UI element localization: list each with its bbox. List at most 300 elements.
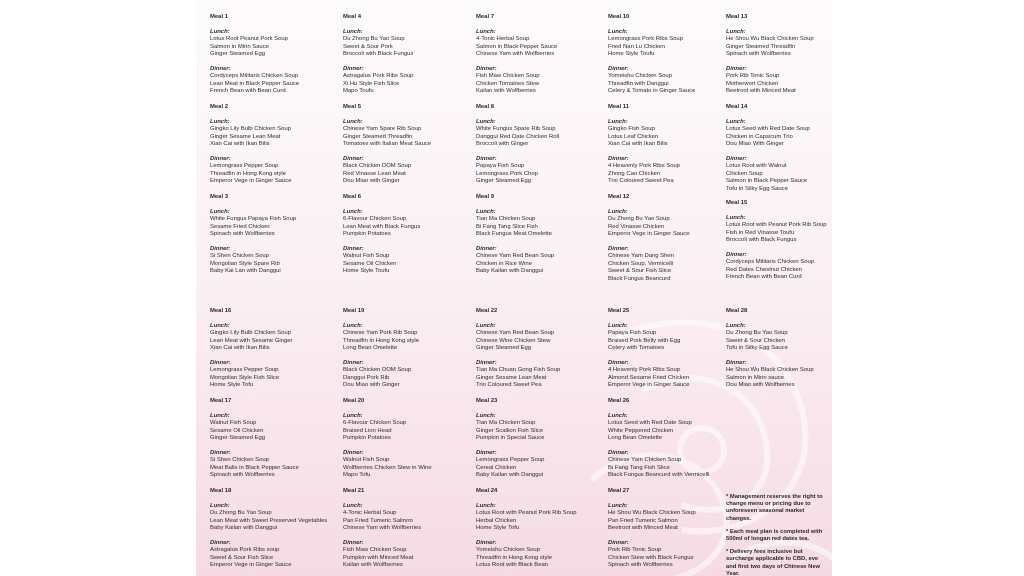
dish-item: Fish in Red Vinasse Toufu [726,229,795,236]
dinner-label: Dinner: [476,449,497,456]
meal-block [476,308,560,390]
dinner-label: Dinner: [210,155,231,162]
dish-item: Lotus Root Peanut Pork Soup [210,36,288,42]
meal-block [210,398,299,480]
dish-item: Trio Coloured Sweet Pea [608,178,674,184]
dish-item: White Fungus Spare Rib Soup [476,126,556,132]
dish-item: Papaya Fish Soup [476,163,525,169]
dish-item: Baby Kailan with Danggui [210,525,278,531]
dinner-label: Dinner: [726,155,747,162]
lunch-label: Lunch: [726,118,746,125]
meal-block [608,104,680,186]
meal-title: Meal 18 [210,488,232,494]
meal-title: Meal 25 [608,308,630,314]
spacer [210,59,299,66]
dish-item: Lemongrass Pork Chop [476,170,538,177]
dish-item: Emperor Vege in Ginger Sauce [608,231,690,237]
lunch-label: Lunch: [210,502,230,509]
spacer [726,59,814,66]
meal-title: Meal 5 [343,104,362,110]
dish-item: Pumpkin in Special Sauce [476,435,545,441]
spacer [343,353,419,360]
dish-item: Walnut Fish Soup [343,253,390,259]
lunch-label: Lunch: [608,28,628,35]
dish-item: Baby Kai Lan with Danggui [210,268,281,274]
dish-item: Chinese Yam Spare Rib Soup [343,126,422,132]
dinner-label: Dinner: [476,245,497,252]
meal-title: Meal 22 [476,308,498,314]
spacer [608,353,690,360]
meal-title: Meal 8 [476,104,495,110]
spacer [343,443,432,450]
lunch-label: Lunch: [476,322,496,329]
dish-item: Red Dates Chestnut Chicken [726,266,802,273]
dish-item: Black Fungus Meat Omelette [476,231,552,237]
spacer [608,443,710,450]
dish-item: Threadfin with Danggui [608,80,669,87]
dish-item: Danggui Red Date Chicken Roll [476,133,560,140]
dish-item: Spinach with Wolfberries [210,472,275,478]
dish-item: Emperor Vege in Ginger Sauce [608,382,690,388]
lunch-label: Lunch: [210,412,230,419]
note-text: * Delivery fees inclusive but surcharge applicable to CBD, eve and first two days of Chinese New Year. [726,549,821,576]
dish-item: Chicken Soup [726,170,763,177]
dinner-label: Dinner: [726,359,747,366]
dish-item: Chinese Yam Dang Shen [608,253,674,259]
dish-item: Ginger Steamed Egg [476,178,532,184]
lunch-label: Lunch: [343,502,363,509]
dinner-label: Dinner: [476,539,497,546]
dish-item: Braised Lion Head [343,427,392,434]
meal-block [476,488,577,570]
dish-item: Red Vinasse Chicken [608,223,665,230]
dish-item: Broccoli with Black Fungus [726,237,797,243]
dish-item: Black Fungus Beancurd with Vermicelli [608,472,710,478]
dinner-label: Dinner: [210,245,231,252]
meal-block [608,488,696,570]
dinner-label: Dinner: [343,155,364,162]
dish-item: Lotus Root with Black Bean [476,562,549,568]
meal-block [608,194,690,283]
note-text: * Management reserves the right to change menu or pricing due to unforeseen seasonal market changes. [726,494,823,522]
dinner-label: Dinner: [210,359,231,366]
dish-item: Meat Balls in Black Pepper Sauce [210,464,299,471]
dish-item: Yomeishu Chicken Soup [476,547,540,553]
dish-item: Motherwort Chicken [726,80,779,87]
dish-item: Xian Cai with Ikan Bilis [210,141,270,147]
dish-item: Baby Kailan with Danggui [476,268,544,274]
dish-item: Baby Kailan with Danggui [476,472,544,478]
meal-title: Meal 1 [210,14,229,20]
dinner-label: Dinner: [726,65,747,72]
dish-item: Lemongrass Pepper Soup [210,367,279,373]
spacer [343,239,420,246]
dinner-label: Dinner: [476,359,497,366]
dish-item: Tofu in Silky Egg Sauce [726,185,788,192]
spacer [343,533,421,540]
dish-item: Lemongrass Pepper Soup [476,457,545,463]
dinner-label: Dinner: [608,539,629,546]
lunch-label: Lunch: [476,502,496,509]
spacer [210,239,296,246]
dish-item: Dou Miao With Ginger [726,141,784,147]
dinner-label: Dinner: [608,359,629,366]
spacer [343,59,413,66]
dinner-label: Dinner: [343,539,364,546]
meal-block [210,194,296,276]
dish-item: Braised Pork Belly with Egg [608,337,681,344]
meal-title: Meal 19 [343,308,365,314]
dinner-label: Dinner: [343,359,364,366]
lunch-label: Lunch: [608,412,628,419]
lunch-label: Lunch: [726,28,746,35]
dish-item: Sweet & Sour Chicken [726,337,785,344]
dish-item: Lotus Root with Walnut [726,163,787,169]
meal-block [343,488,421,570]
dish-item: Zhong Cao Chicken [608,170,661,177]
dish-item: Lotus Seed with Red Date Soup [726,126,810,132]
dish-item: 4 Heavenly Pork Ribs Soup [608,367,681,373]
dinner-label: Dinner: [210,65,231,72]
dish-item: Spinach with Wolfberries [726,51,791,57]
dish-item: Long Bean Omelette [608,435,663,441]
dish-item: Xian Cai with Ikan Bilis [608,141,668,147]
dish-item: Lean Meat with Sesame Ginger [210,337,293,344]
lunch-label: Lunch: [343,322,363,329]
spacer [726,353,814,360]
dish-item: 6-Flavour Chicken Soup [343,420,407,426]
dish-item: Chinese Wine Chicken Stew [476,337,551,344]
dish-item: Cordyceps Militaris Chicken Soup [726,259,815,265]
meal-title: Meal 28 [726,308,748,314]
dish-item: Salmon in Black Pepper Sauce [476,43,558,50]
meal-title: Meal 23 [476,398,498,404]
lunch-label: Lunch: [343,118,363,125]
spacer [608,149,680,156]
dish-item: Fish Maw Chicken Soup [343,547,407,553]
lunch-label: Lunch: [476,412,496,419]
lunch-label: Lunch: [608,118,628,125]
dish-item: Red Vinasse Lean Meat [343,170,406,177]
dish-item: Pumpkin with Minced Meat [343,554,414,561]
spacer [476,59,557,66]
dish-item: Cereal Chicken [476,464,517,471]
dish-item: Ginger Steamed Egg [210,435,266,441]
meal-title: Meal 10 [608,14,630,20]
dish-item: Tian Ma Chicken Soup [476,420,536,426]
lunch-label: Lunch: [608,322,628,329]
dish-item: Mongolian Style Fish Slice [210,374,280,381]
meal-title: Meal 16 [210,308,232,314]
dish-item: Bi Fang Tang Fish Slice [608,464,670,471]
dish-item: Chinese Yam with Wolfberries [343,525,422,531]
meal-block [343,104,431,186]
dish-item: Xi Hu Style Fish Slice [343,80,400,87]
dish-item: Black Chicken DOM Soup [343,367,412,373]
dish-item: Du Zhong Bu Yao Soup [726,330,788,336]
lunch-label: Lunch: [210,322,230,329]
lunch-label: Lunch: [608,502,628,509]
dish-item: Emperor Vege in Ginger Sauce [210,178,292,184]
dish-item: Danggui Pork Rib [343,374,390,381]
dish-item: Chinese Yam Pork Rib Soup [343,330,418,336]
dinner-label: Dinner: [343,65,364,72]
meal-block [726,104,810,193]
dish-item: Kailan with Wolfberries [343,562,403,568]
lunch-label: Lunch: [210,208,230,215]
dish-item: Chinese Yam with Wolfberries [476,51,555,57]
meal-block [343,14,413,96]
dish-item: Beetroot with Minced Meat [726,88,796,94]
dinner-label: Dinner: [608,65,629,72]
dish-item: Fried Nan Lu Chicken [608,43,665,50]
dish-item: French Bean with Bean Curd [210,88,286,94]
dish-item: Ginger Sesame Lean Meat [476,374,547,381]
dish-item: 4-Tonic Herbal Soup [476,36,530,42]
dish-item: Dou Miao with Ginger [343,178,400,184]
note-text: * Each meal plan is completed with 500ml of longan red dates tea. [726,528,823,543]
dish-item: Ginger Steamed Egg [210,51,266,57]
notes-block [726,494,828,576]
meal-block [210,14,299,96]
meal-title: Meal 12 [608,194,630,200]
dinner-label: Dinner: [210,539,231,546]
spacer [608,533,696,540]
dish-item: Du Zhong Bu Yao Soup [343,36,405,42]
spacer [476,533,577,540]
spacer [210,443,299,450]
dish-item: Lotus Root with Peanut Pork Rib Soup [476,510,577,516]
dish-item: Fish Maw Chicken Soup [476,73,540,79]
dish-item: Xian Cai with Ikan Bilis [210,345,270,351]
dish-item: Si Shen Chicken Soup [210,457,269,463]
dish-item: Gingko Fish Soup [608,126,655,132]
dish-item: Walnut Fish Soup [210,420,257,426]
lunch-label: Lunch: [343,208,363,215]
dish-item: Pan Fried Tumeric Salmon [608,517,678,524]
dish-item: Chicken in Capsicum Trio [726,133,793,140]
spacer [608,59,695,66]
dish-item: Astragalus Pork Ribs soup [210,547,280,553]
spacer [476,239,554,246]
lunch-label: Lunch: [343,412,363,419]
meal-block [210,104,292,186]
dish-item: Ginger Steamed Threadfin [343,133,413,140]
dish-item: Si Shen Chicken Soup [210,253,269,259]
meal-title: Meal 21 [343,488,365,494]
dish-item: He Shou Wu Black Chicken Soup [726,36,814,42]
menu-sheet [196,0,832,576]
dish-item: Chinese Yam Chicken Soup [608,457,682,463]
dish-item: Chicken Tomatoes Stew [476,80,540,87]
meal-title: Meal 4 [343,14,362,20]
spacer [343,149,431,156]
meal-block [608,14,695,96]
meal-block [343,308,419,390]
dish-item: Spinach with Wolfberries [210,231,275,237]
dish-item: Home Style Toufu [343,268,390,274]
dish-item: He Shou Wu Black Chicken Soup [608,510,696,516]
dish-item: Cordyceps Militaris Chicken Soup [210,73,299,79]
meal-title: Meal 24 [476,488,498,494]
dinner-label: Dinner: [726,251,747,258]
dish-item: Tofu in Silky Egg Sauce [726,345,788,351]
dinner-label: Dinner: [210,449,231,456]
dish-item: Mapo Toufu [343,88,374,94]
meal-block [476,194,554,276]
dish-item: Sesame Fried Chicken [210,223,270,230]
dish-item: Ginger Steamed Egg [476,345,532,351]
dish-item: Lean Meat with Sweet Preserved Vegetables [210,517,328,524]
meal-title: Meal 9 [476,194,495,200]
spacer [608,239,690,246]
dish-item: Gingko Lily Bulb Chicken Soup [210,126,291,132]
lunch-label: Lunch: [210,118,230,125]
meal-title: Meal 17 [210,398,232,404]
dish-item: Lotus Root with Peanut Pork Rib Soup [726,222,827,228]
lunch-label: Lunch: [476,28,496,35]
dinner-label: Dinner: [343,245,364,252]
dish-item: Lotus Seed with Red Date Soup [608,420,692,426]
dish-item: Beetroot with Minced Meat [608,525,678,531]
spacer [210,533,327,540]
meal-block [210,308,293,390]
dish-item: Ginger Scallion Fish Slice [476,427,544,434]
spacer [726,149,810,156]
dish-item: Pan Fried Tumeric Salmon [343,517,413,524]
meal-title: Meal 2 [210,104,229,110]
dish-item: Almond Sesame Fried Chicken [608,374,690,381]
dish-item: He Shou Wu Black Chicken Soup [726,367,814,373]
dish-item: Gingko Lily Bulb Chicken Soup [210,330,291,336]
dish-item: Ginger Sesame Lean Meat [210,133,281,140]
dish-item: Papaya Fish Soup [608,330,657,336]
dish-item: Kailan with Wolfberries [476,88,536,94]
dish-item: Yomeishu Chicken Soup [608,73,672,79]
dish-item: Long Bean Omelette [343,345,398,351]
meal-block [608,308,690,390]
meal-block [476,104,559,186]
dish-item: Pumpkin Potatoes [343,435,391,441]
dish-item: Threadfin in Hong Kong style [343,337,419,344]
dish-item: Chinese Yam Red Bean Soup [476,253,555,259]
meal-title: Meal 3 [210,194,229,200]
dish-item: Black Fungus Beancurd [608,275,671,282]
dish-item: Broccoli with Ginger [476,141,529,147]
dish-item: Emperor Vege in Ginger Sauce [210,562,292,568]
meal-title: Meal 6 [343,194,362,200]
dish-item: Wolfberries Chicken Stew in Wine [343,464,432,471]
meal-block [726,308,814,390]
spacer [210,353,293,360]
meal-title: Meal 14 [726,104,748,110]
dish-item: Pumpkin Potatoes [343,231,391,237]
dish-item: Astragalus Pork Ribs Soup [343,73,414,79]
dish-item: White Peppered Chicken [608,427,674,434]
meal-title: Meal 26 [608,398,630,404]
dish-item: Salmon in Mirin sauce [726,374,784,381]
dish-item: Threadfin in Hong Kong style [476,554,552,561]
lunch-label: Lunch: [476,118,496,125]
lunch-label: Lunch: [343,28,363,35]
lunch-label: Lunch: [726,214,746,221]
dish-item: Lemongrass Pepper Soup [210,163,279,169]
dinner-label: Dinner: [343,449,364,456]
dish-item: Tian Ma Chicken Soup [476,216,536,222]
dish-item: 4 Heavenly Pork Ribs Soup [608,163,681,169]
dish-item: Lemongrass Pork Ribs Soup [608,36,683,42]
lunch-label: Lunch: [726,322,746,329]
dish-item: Bi Fang Tang Slice Fish [476,223,538,230]
meal-block [210,488,327,570]
dinner-label: Dinner: [608,245,629,252]
dish-item: Dou Miao with Wolfberries [726,382,795,388]
meal-title: Meal 27 [608,488,630,494]
dish-item: Home Style Tofu [210,382,254,388]
meal-title: Meal 7 [476,14,495,20]
spacer [210,149,292,156]
dish-item: Sweet & Sour Pork [343,43,393,50]
dish-item: Home Style Toufu [608,51,655,57]
meal-title: Meal 15 [726,200,748,206]
dish-item: Chicken Soup, Vermicelli [608,260,674,267]
meal-block [726,14,814,96]
spacer [476,149,559,156]
meal-title: Meal 11 [608,104,629,110]
dish-item: French Bean with Bean Curd [726,274,802,280]
dish-item: Sweet & Sour Fish Slice [608,268,672,274]
meal-block [343,398,432,480]
meal-title: Meal 20 [343,398,365,404]
dish-item: Celery & Tomato in Ginger Sauce [608,88,696,94]
dish-item: Lean Meat with Black Fungus [343,223,421,230]
dish-item: Mapo Tofu [343,472,371,478]
meal-block [608,398,710,480]
dish-item: Spinach with Wolfberries [608,562,673,568]
dish-item: White Fungus Papaya Fish Soup [210,216,297,222]
meal-block [476,14,557,96]
dish-item: Salmon in Mirin Sauce [210,43,269,50]
dish-item: Sesame Oil Chicken [343,260,397,267]
lunch-label: Lunch: [476,208,496,215]
dinner-label: Dinner: [608,449,629,456]
spacer [476,353,560,360]
dish-item: Du Zhong Bu Yao Soup [210,510,272,516]
dish-item: Broccoli with Black Fungus [343,51,414,57]
dish-item: Herbal Chicken [476,517,517,524]
dish-item: Tian Ma Chuan Gong Fish Soup [476,367,561,373]
dish-item: Celery with Tomatoes [608,345,665,351]
dinner-label: Dinner: [476,65,497,72]
dish-item: Sweet & Sour Fish Slice [210,554,274,561]
spacer [726,245,827,252]
dinner-label: Dinner: [608,155,629,162]
dinner-label: Dinner: [476,155,497,162]
meal-block [476,398,544,480]
dish-item: Walnut Fish Soup [343,457,390,463]
dish-item: Dou Miao with Ginger [343,382,400,388]
dish-item: Tomatoes with Italian Meat Sauce [343,141,432,147]
dish-item: Salmon in Black Pepper Sauce [726,178,808,184]
meal-block [726,200,827,282]
dish-item: Lotus Leaf Chicken [608,133,659,140]
dish-item: Mongolian Style Spare Rib [210,260,280,267]
lunch-label: Lunch: [210,28,230,35]
dish-item: Lean Meat in Black Pepper Sauce [210,80,300,87]
lunch-label: Lunch: [608,208,628,215]
dish-item: Sesame Oil Chicken [210,427,264,434]
dish-item: Ginger Steamed Threadfin [726,43,796,50]
